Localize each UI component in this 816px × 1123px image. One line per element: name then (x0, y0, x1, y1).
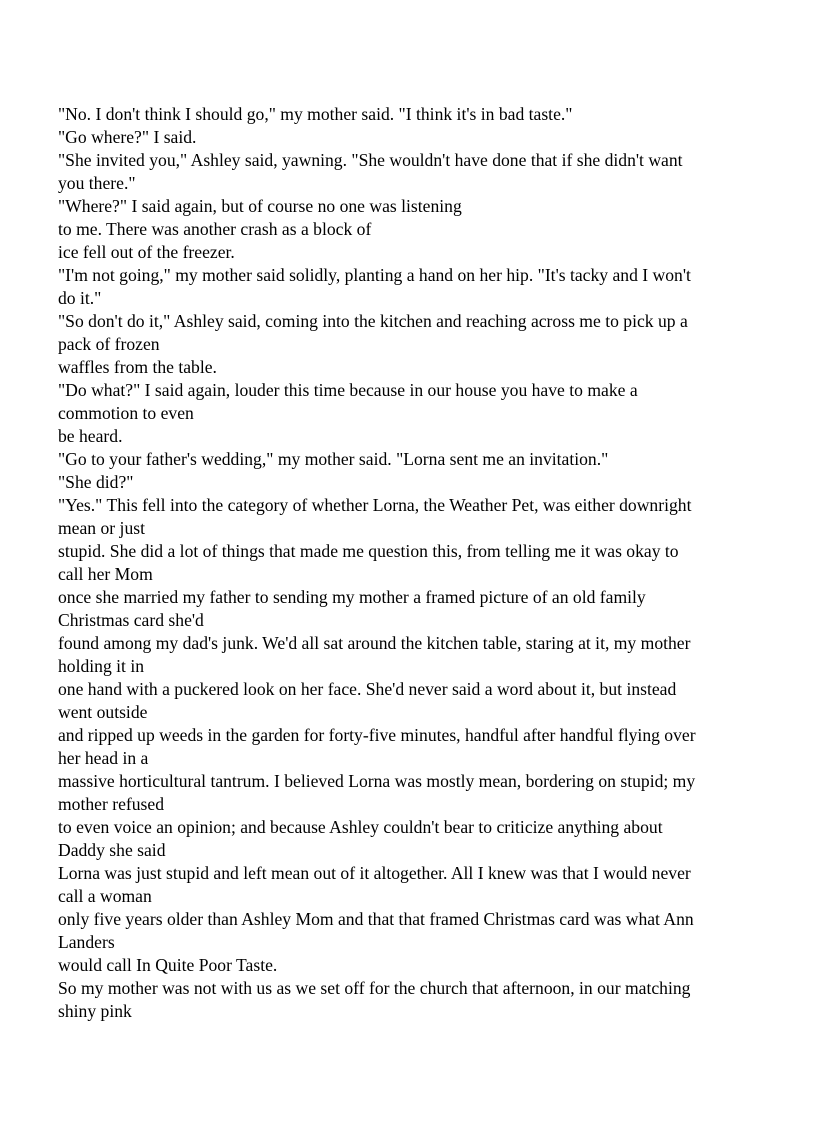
text-line: "So don't do it," Ashley said, coming into the kitchen and reaching across me to pick up a (58, 311, 688, 331)
text-line: do it." (58, 288, 102, 308)
text-line: you there." (58, 173, 136, 193)
text-line: mother refused (58, 794, 165, 814)
text-line: "Where?" I said again, but of course no one was listening (58, 196, 462, 216)
text-line: Landers (58, 932, 115, 952)
text-line: and ripped up weeds in the garden for forty-five minutes, handful after handful flying over (58, 725, 696, 745)
text-line: holding it in (58, 656, 145, 676)
text-line: "Do what?" I said again, louder this time because in our house you have to make a (58, 380, 638, 400)
text-line: to even voice an opinion; and because Ashley couldn't bear to criticize anything about (58, 817, 663, 837)
text-line: commotion to even (58, 403, 194, 423)
text-line: Daddy she said (58, 840, 166, 860)
text-line: be heard. (58, 426, 123, 446)
text-line: would call In Quite Poor Taste. (58, 955, 278, 975)
text-line: "I'm not going," my mother said solidly, planting a hand on her hip. "It's tacky and I won't (58, 265, 691, 285)
text-line: stupid. She did a lot of things that made me question this, from telling me it was okay to (58, 541, 679, 561)
text-line: "She invited you," Ashley said, yawning. "She wouldn't have done that if she didn't want (58, 150, 683, 170)
text-line: one hand with a puckered look on her face. She'd never said a word about it, but instead (58, 679, 677, 699)
text-line: only five years older than Ashley Mom and that that framed Christmas card was what Ann (58, 909, 694, 929)
text-line: found among my dad's junk. We'd all sat around the kitchen table, staring at it, my mother (58, 633, 691, 653)
text-line: call a woman (58, 886, 152, 906)
text-line: So my mother was not with us as we set off for the church that afternoon, in our matching (58, 978, 691, 998)
text-line: Christmas card she'd (58, 610, 204, 630)
text-line: massive horticultural tantrum. I believed Lorna was mostly mean, bordering on stupid; my (58, 771, 696, 791)
text-line: "Yes." This fell into the category of whether Lorna, the Weather Pet, was either downright (58, 495, 692, 515)
text-line: "No. I don't think I should go," my mother said. "I think it's in bad taste." (58, 104, 573, 124)
text-line: "Go to your father's wedding," my mother said. "Lorna sent me an invitation." (58, 449, 609, 469)
text-line: "She did?" (58, 472, 134, 492)
document-body (58, 103, 758, 1023)
text-line: went outside (58, 702, 148, 722)
text-line: to me. There was another crash as a block of (58, 219, 372, 239)
text-line: once she married my father to sending my mother a framed picture of an old family (58, 587, 646, 607)
text-line: Lorna was just stupid and left mean out of it altogether. All I knew was that I would never (58, 863, 691, 883)
text-line: call her Mom (58, 564, 153, 584)
text-line: mean or just (58, 518, 145, 538)
text-line: ice fell out of the freezer. (58, 242, 235, 262)
text-line: her head in a (58, 748, 149, 768)
text-line: "Go where?" I said. (58, 127, 197, 147)
text-line: waffles from the table. (58, 357, 217, 377)
text-line: pack of frozen (58, 334, 160, 354)
text-line: shiny pink (58, 1001, 132, 1021)
